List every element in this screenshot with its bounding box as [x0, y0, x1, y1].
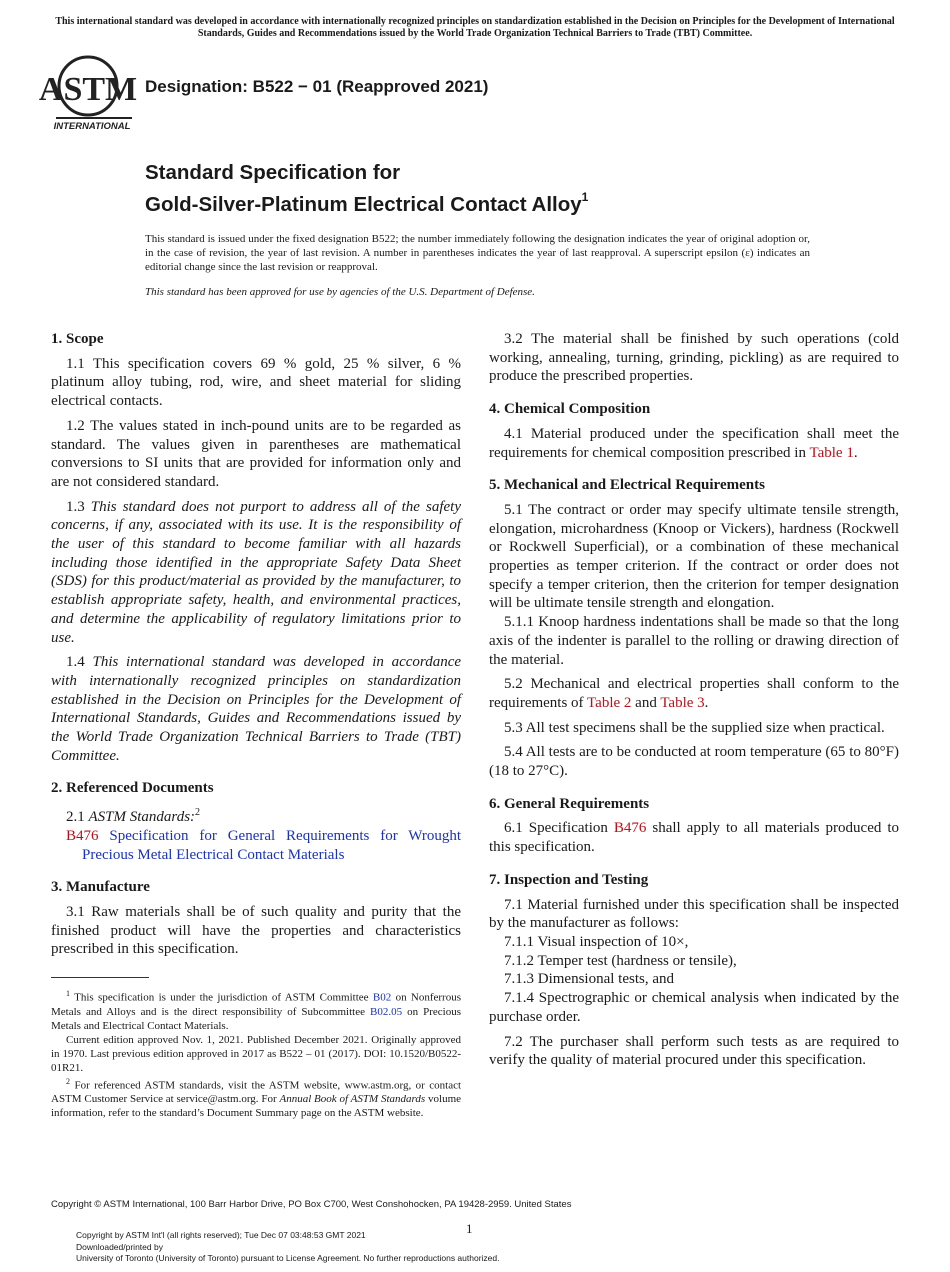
para-7-2: 7.2 The purchaser shall perform such tests as are required to verify the quality of material procured under this specification.: [489, 1033, 899, 1069]
footnote-1-edition: Current edition approved Nov. 1, 2021. Published December 2021. Originally approved in 1970. Last previous edition approved in 2017 as B522 – 01 (2017). DOI: 10.1520/B0522-01R21.: [51, 1033, 461, 1074]
para-6-1-b: shall apply to all materials produced to this specification.: [489, 820, 900, 856]
footnote-2: [51, 1075, 461, 1121]
section-heading-inspection: 7. Inspection and Testing: [489, 871, 649, 888]
download-line-3: University of Toronto (University of Toronto) pursuant to License Agreement. No further reproductions authorized.: [76, 1253, 500, 1263]
ref-b476: [51, 827, 461, 864]
footnote-1-text-b: on Nonferrous Metals and Alloys and is the direct responsibility of Subcommittee: [51, 991, 461, 1018]
right-column: [489, 330, 899, 1076]
footnote-2-italic: Annual Book of ASTM Standards: [279, 1093, 426, 1106]
section-heading-chemical: 4. Chemical Composition: [489, 401, 651, 418]
para-7-1-1: 7.1.1 Visual inspection of 10×,: [504, 933, 689, 950]
footnote-1-text-a: This specification is under the jurisdiction of ASTM Committee: [74, 991, 369, 1004]
document-title: [145, 160, 588, 218]
para-4-1-text: 4.1 Material produced under the specification shall meet the requirements for chemical composition prescribed in: [489, 425, 899, 461]
para-2-1-num: 2.1: [66, 809, 85, 826]
para-3-2: 3.2 The material shall be finished by such operations (cold working, annealing, turning, grinding, pickling) as are required to produce the prescribed properties.: [489, 331, 899, 385]
table-3-link[interactable]: Table 3: [660, 694, 705, 711]
para-1-4: [51, 653, 461, 765]
dod-approval: This standard has been approved for use by agencies of the U.S. Department of Defense.: [145, 286, 535, 298]
title-line-1: Standard Specification for: [145, 161, 401, 184]
para-2-1-text: ASTM Standards:: [88, 809, 196, 826]
para-5-2: [489, 675, 899, 712]
title-footnote-mark[interactable]: 1: [581, 190, 589, 204]
title-line-2: [145, 186, 588, 218]
left-column: [51, 330, 461, 965]
para-2-1: [51, 804, 461, 827]
para-7-1-4: 7.1.4 Spectrographic or chemical analysis when indicated by the purchase order.: [489, 990, 899, 1025]
section-heading-mechanical: 5. Mechanical and Electrical Requirements: [489, 477, 765, 494]
footnote-2-text-a: For referenced ASTM standards, visit the ASTM website, www.astm.org, or contact ASTM Customer Service at service@astm.org. For: [51, 1079, 462, 1106]
top-note: This international standard was developed in accordance with internationally recognized principles on standardization established in the Decision on Principles for the Development of International Standards, Guides and Recommendations issued by the World Trade Organization Technical Barriers to Trade (TBT) Committee.: [55, 16, 895, 39]
para-5-1-1: 5.1.1 Knoop hardness indentations shall be made so that the long axis of the indenter is parallel to the rolling or drawing direction of the material.: [489, 614, 899, 668]
footnote-2-text-b: volume information, refer to the standard’s Document Summary page on the ASTM website.: [51, 1093, 462, 1120]
logo-text: INTERNATIONAL: [53, 121, 131, 132]
footnotes: [51, 987, 461, 1120]
para-4-1-end: .: [853, 444, 858, 461]
title-text: Gold-Silver-Platinum Electrical Contact Alloy: [145, 192, 582, 216]
table-1-link[interactable]: Table 1: [809, 444, 854, 461]
para-1-3-num: 1.3: [66, 498, 85, 515]
issued-statement: This standard is issued under the fixed designation B522; the number immediately following the designation indicates the year of original adoption or, in the case of revision, the year of last revision. A number in parentheses indicates the year of last reapproval. A superscript epsilon (ε) indicates an editorial change since the last revision or reapproval.: [145, 233, 810, 273]
para-7-1-3: 7.1.3 Dimensional tests, and: [504, 971, 674, 988]
astm-logo: [38, 56, 138, 132]
footnote-1-mark: 1: [66, 989, 70, 998]
para-1-3: [51, 498, 461, 648]
para-2-1-footnote-mark[interactable]: 2: [195, 807, 201, 819]
para-1-1: 1.1 This specification covers 69 % gold, 25 % silver, 6 % platinum alloy tubing, rod, wire, and sheet material for sliding electrical contacts.: [51, 355, 461, 410]
para-5-2-and: and: [635, 694, 657, 711]
download-line-1: Copyright by ASTM Int'l (all rights reserved); Tue Dec 07 03:48:53 GMT 2021: [76, 1230, 366, 1240]
designation: Designation: B522 − 01 (Reapproved 2021): [145, 77, 489, 96]
b476-link[interactable]: B476: [613, 820, 647, 837]
ref-b476-code-link[interactable]: B476: [66, 827, 99, 844]
ref-b476-title-link[interactable]: Specification for General Requirements for Wrought Precious Metal Electrical Contact Materials: [82, 827, 461, 863]
logo-letters: ASTM: [38, 71, 138, 108]
para-6-1: [489, 819, 899, 856]
section-heading-manufacture: 3. Manufacture: [51, 879, 150, 896]
para-5-1: 5.1 The contract or order may specify ultimate tensile strength, elongation, microhardness (Knoop or Vickers), hardness (Rockwell or Rockwell Superficial), or a combination of these mechanical properties as temper criterion. If the contract or order does not specify a temper criterion, then the criterion for temper designation will be ultimate tensile strength and elongation.: [489, 501, 899, 612]
para-5-3: 5.3 All test specimens shall be the supplied size when practical.: [504, 719, 885, 736]
subcommittee-link[interactable]: B02.05: [369, 1005, 403, 1018]
section-heading-referenced: 2. Referenced Documents: [51, 780, 214, 797]
committee-b02-link[interactable]: B02: [372, 991, 392, 1004]
page-number: 1: [466, 1221, 473, 1236]
download-notice: [76, 1230, 500, 1265]
table-2-link[interactable]: Table 2: [587, 694, 632, 711]
footnote-2-mark: 2: [66, 1076, 70, 1086]
copyright-line: Copyright © ASTM International, 100 Barr Harbor Drive, PO Box C700, West Conshohocken, PA 19428-2959. United States: [51, 1199, 572, 1210]
footnote-1: [51, 987, 461, 1033]
para-6-1-a: 6.1 Specification: [504, 820, 608, 837]
footnote-1-text-c: on Precious Metals and Electrical Contact Materials.: [51, 1005, 461, 1032]
para-5-2-end: .: [704, 694, 709, 711]
para-4-1: [489, 425, 899, 462]
footnote-divider: [51, 977, 149, 978]
para-7-1-2: 7.1.2 Temper test (hardness or tensile),: [504, 952, 737, 969]
para-3-1: 3.1 Raw materials shall be of such quality and purity that the finished product will have the properties and characteristics prescribed in this specification.: [51, 903, 461, 958]
para-1-3-text: This standard does not purport to address all of the safety concerns, if any, associated with its use. It is the responsibility of the user of this standard to become familiar with all hazards including those identified in the appropriate Safety Data Sheet (SDS) for this product/material as provided by the manufacturer, to establish appropriate safety, health, and environmental practices, and determine the applicability of regulatory limitations prior to use.: [51, 498, 461, 646]
para-1-4-text: This international standard was developed in accordance with internationally recognized principles on standardization established in the Decision on Principles for the Development of International Standards, Guides and Recommendations issued by the World Trade Organization Technical Barriers to Trade (TBT) Committee.: [51, 654, 462, 764]
section-heading-general: 6. General Requirements: [489, 795, 650, 812]
para-5-4: 5.4 All tests are to be conducted at room temperature (65 to 80°F) (18 to 27°C).: [489, 744, 899, 780]
section-heading-scope: 1. Scope: [51, 331, 104, 347]
para-7-1: 7.1 Material furnished under this specification shall be inspected by the manufacturer as follows:: [489, 896, 899, 932]
para-1-4-num: 1.4: [66, 654, 85, 671]
download-line-2: Downloaded/printed by: [76, 1241, 163, 1252]
para-1-2: 1.2 The values stated in inch-pound units are to be regarded as standard. The values given in parentheses are mathematical conversions to SI units that are provided for information only and are not considered standard.: [51, 417, 461, 490]
para-5-2-text: 5.2 Mechanical and electrical properties shall conform to the requirements of: [489, 676, 899, 711]
astm-logo-graphic: [38, 56, 138, 132]
